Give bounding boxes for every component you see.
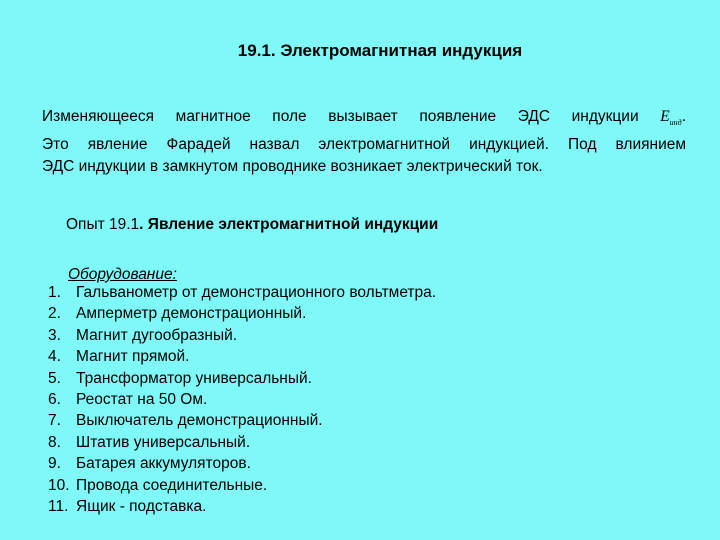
equipment-item-text: Провода соединительные. bbox=[76, 476, 268, 494]
equipment-item-number: 9. bbox=[48, 455, 61, 473]
equipment-item bbox=[48, 432, 436, 453]
equipment-item-number: 11. bbox=[48, 497, 69, 515]
equipment-item bbox=[48, 282, 436, 303]
intro-line-1 bbox=[42, 106, 686, 134]
equipment-item-number: 1. bbox=[48, 284, 61, 301]
emf-letter: E bbox=[660, 108, 670, 125]
page-title: 19.1. Электромагнитная индукция bbox=[237, 41, 523, 60]
equipment-item bbox=[48, 453, 436, 474]
equipment-item-text: Трансформатор универсальный. bbox=[76, 369, 312, 387]
equipment-item-text: Ящик - подставка. bbox=[76, 497, 207, 515]
equipment-item-text: Штатив универсальный. bbox=[76, 433, 251, 451]
equipment-item bbox=[48, 410, 436, 431]
equipment-item bbox=[48, 475, 436, 496]
intro-line-3: ЭДС индукции в замкнутом проводнике возникает электрический ток. bbox=[42, 158, 543, 176]
emf-subscript: инд bbox=[669, 118, 682, 128]
equipment-item bbox=[48, 346, 436, 367]
equipment-item-number: 2. bbox=[48, 305, 61, 323]
equipment-item-text: Магнит прямой. bbox=[76, 348, 190, 366]
experiment-prefix: Опыт 19.1 bbox=[66, 216, 140, 233]
equipment-item-text: Гальванометр от демонстрационного вольтметра. bbox=[76, 284, 437, 301]
equipment-item-text: Выключатель демонстрационный. bbox=[76, 412, 323, 430]
equipment-item bbox=[48, 496, 436, 517]
equipment-item bbox=[48, 325, 436, 346]
experiment-separator: . bbox=[139, 216, 148, 233]
equipment-item-number: 6. bbox=[48, 390, 61, 408]
experiment-heading bbox=[66, 216, 438, 234]
equipment-item bbox=[48, 303, 436, 324]
equipment-item-number: 3. bbox=[48, 326, 61, 344]
equipment-item-number: 7. bbox=[48, 412, 61, 430]
equipment-item-text: Реостат на 50 Ом. bbox=[76, 390, 208, 408]
intro-paragraph bbox=[42, 106, 686, 178]
intro-line-1-end: . bbox=[681, 108, 686, 125]
equipment-item-text: Амперметр демонстрационный. bbox=[76, 305, 307, 323]
equipment-list bbox=[48, 282, 436, 517]
equipment-item-number: 4. bbox=[48, 348, 61, 366]
equipment-label: Оборудование: bbox=[68, 266, 177, 283]
equipment-item bbox=[48, 389, 436, 410]
equipment-item-number: 5. bbox=[48, 369, 61, 387]
intro-line-2: Это явление Фарадей назвал электромагнитной индукцией. Под влиянием bbox=[42, 136, 686, 154]
equipment-item-number: 10. bbox=[48, 476, 70, 494]
intro-line-1-text: Изменяющееся магнитное поле вызывает появление ЭДС индукции bbox=[42, 108, 639, 125]
emf-symbol bbox=[660, 108, 682, 128]
equipment-item-number: 8. bbox=[48, 433, 61, 451]
equipment-item-text: Батарея аккумуляторов. bbox=[76, 455, 251, 473]
experiment-name: Явление электромагнитной индукции bbox=[147, 216, 439, 233]
equipment-item-text: Магнит дугообразный. bbox=[76, 326, 238, 344]
equipment-item bbox=[48, 368, 436, 389]
